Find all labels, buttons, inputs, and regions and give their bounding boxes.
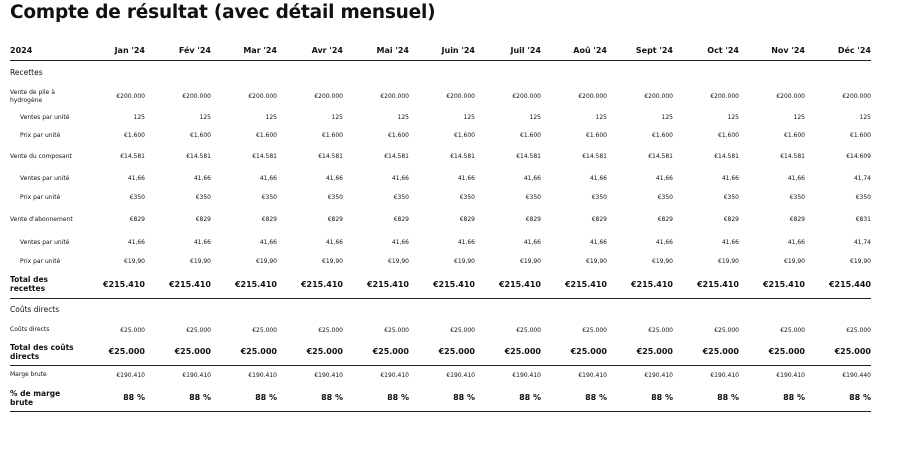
table-row	[10, 253, 871, 271]
cell-value: 41,66	[655, 239, 673, 246]
cell-value: €829	[789, 216, 805, 223]
cell-value: €350	[393, 194, 409, 201]
cell-value: 41,66	[589, 239, 607, 246]
table-body	[10, 61, 871, 412]
cell-value	[145, 299, 211, 322]
cell-value: €25.000	[409, 339, 475, 365]
cell-value: €829	[327, 216, 343, 223]
cell-value	[277, 61, 343, 85]
cell-value: 41,74	[853, 175, 871, 182]
cell-value: €215.410	[277, 271, 343, 299]
cell-value: €1.600	[388, 132, 409, 139]
cell-value: €25.000	[450, 326, 475, 334]
cell-value: €19,90	[784, 258, 805, 265]
cell-value: €25.000	[673, 339, 739, 365]
cell-value: €200.000	[842, 93, 871, 100]
cell-value: €25.000	[805, 339, 871, 365]
cell-value: €200.000	[644, 93, 673, 100]
cell-value: €25.000	[318, 326, 343, 334]
cell-value	[739, 61, 805, 85]
cell-value: 41,66	[391, 175, 409, 182]
cell-value	[541, 61, 607, 85]
cell-value: 41,66	[391, 239, 409, 246]
cell-value: €14.581	[714, 153, 739, 160]
table-row	[10, 189, 871, 207]
cell-value: €25.000	[120, 326, 145, 334]
cell-value	[409, 61, 475, 85]
table-row	[10, 207, 871, 233]
cell-value: €829	[591, 216, 607, 223]
cell-value: €215.410	[541, 271, 607, 299]
row-label: Total des recettes	[10, 271, 80, 299]
cell-value: €190.410	[578, 371, 607, 379]
cell-value: €1.600	[520, 132, 541, 139]
cell-value: €25.000	[475, 339, 541, 365]
cell-value: €25.000	[780, 326, 805, 334]
page-title: Compte de résultat (avec détail mensuel)	[10, 2, 436, 23]
cell-value	[673, 299, 739, 322]
month-header: Oct '24	[673, 40, 739, 61]
cell-value: €350	[261, 194, 277, 201]
cell-value: €19,90	[850, 258, 871, 265]
cell-value: 88 %	[80, 385, 145, 411]
cell-value: €190.410	[248, 371, 277, 379]
cell-value: €190.410	[644, 371, 673, 379]
cell-value: €190.410	[710, 371, 739, 379]
cell-value	[673, 61, 739, 85]
cell-value: 88 %	[211, 385, 277, 411]
cell-value: €200.000	[446, 93, 475, 100]
cell-value: €25.000	[252, 326, 277, 334]
cell-value: 88 %	[541, 385, 607, 411]
cell-value: €25.000	[343, 339, 409, 365]
cell-value	[607, 299, 673, 322]
cell-value: €215.410	[211, 271, 277, 299]
cell-value: €200.000	[512, 93, 541, 100]
cell-value: 125	[859, 114, 871, 121]
cell-value: €829	[261, 216, 277, 223]
cell-value: 41,66	[787, 239, 805, 246]
total-row	[10, 271, 871, 299]
cell-value: €350	[723, 194, 739, 201]
cell-value: 41,66	[325, 239, 343, 246]
cell-value: €190.410	[776, 371, 805, 379]
cell-value: €829	[459, 216, 475, 223]
cell-value: €190.410	[512, 371, 541, 379]
cell-value: €1.600	[256, 132, 277, 139]
cell-value: €350	[855, 194, 871, 201]
month-header: Sept '24	[607, 40, 673, 61]
cell-value: 41,66	[325, 175, 343, 182]
cell-value: €14.581	[582, 153, 607, 160]
cell-value: €350	[327, 194, 343, 201]
cell-value: €215.440	[805, 271, 871, 299]
month-header: Fév '24	[145, 40, 211, 61]
month-header: Nov '24	[739, 40, 805, 61]
cell-value: €14.581	[450, 153, 475, 160]
row-label: Coûts directs	[10, 305, 60, 314]
cell-value: €190.410	[380, 371, 409, 379]
cell-value: €350	[195, 194, 211, 201]
cell-value: €25.000	[384, 326, 409, 334]
table-row	[10, 365, 871, 385]
cell-value: €14.609	[846, 153, 871, 160]
cell-value: €350	[591, 194, 607, 201]
cell-value: 125	[727, 114, 739, 121]
cell-value: 41,66	[589, 175, 607, 182]
cell-value: 41,66	[523, 175, 541, 182]
cell-value: 41,66	[127, 175, 145, 182]
cell-value: €200.000	[578, 93, 607, 100]
row-label: Ventes par unité	[20, 238, 70, 246]
table-row	[10, 321, 871, 339]
cell-value: €25.000	[582, 326, 607, 334]
cell-value: €200.000	[380, 93, 409, 100]
row-label: Vente du composant	[10, 152, 72, 160]
cell-value: €829	[195, 216, 211, 223]
total-row	[10, 385, 871, 411]
cell-value: 88 %	[409, 385, 475, 411]
cell-value: €14.581	[780, 153, 805, 160]
cell-value: €215.410	[673, 271, 739, 299]
cell-value: €200.000	[248, 93, 277, 100]
cell-value: 41,74	[853, 239, 871, 246]
cell-value: 125	[661, 114, 673, 121]
cell-value: €19,90	[586, 258, 607, 265]
month-header: Aoû '24	[541, 40, 607, 61]
cell-value: €1.600	[124, 132, 145, 139]
cell-value: €215.410	[343, 271, 409, 299]
table-row	[10, 145, 871, 169]
cell-value	[211, 61, 277, 85]
cell-value: 88 %	[673, 385, 739, 411]
cell-value: 125	[199, 114, 211, 121]
row-label: Marge brute	[10, 371, 47, 379]
cell-value: €1.600	[718, 132, 739, 139]
cell-value: 41,66	[655, 175, 673, 182]
year-header: 2024	[10, 40, 80, 61]
cell-value: €200.000	[182, 93, 211, 100]
row-label: Prix par unité	[20, 193, 61, 201]
cell-value: €190.410	[182, 371, 211, 379]
cell-value	[80, 61, 145, 85]
month-header: Juin '24	[409, 40, 475, 61]
header-row	[10, 40, 871, 61]
row-label: Prix par unité	[20, 257, 61, 265]
cell-value	[541, 299, 607, 322]
cell-value: €200.000	[116, 93, 145, 100]
cell-value: €19,90	[718, 258, 739, 265]
month-header: Jan '24	[80, 40, 145, 61]
cell-value	[805, 299, 871, 322]
cell-value	[739, 299, 805, 322]
cell-value: €19,90	[190, 258, 211, 265]
cell-value	[475, 61, 541, 85]
table-row	[10, 127, 871, 145]
cell-value	[475, 299, 541, 322]
cell-value: 125	[265, 114, 277, 121]
cell-value: €1.600	[190, 132, 211, 139]
cell-value: 125	[529, 114, 541, 121]
row-label: Coûts directs	[10, 326, 50, 333]
cell-value: 41,66	[259, 239, 277, 246]
cell-value: 88 %	[739, 385, 805, 411]
cell-value: €14.581	[384, 153, 409, 160]
cell-value: €25.000	[607, 339, 673, 365]
cell-value: €215.410	[409, 271, 475, 299]
cell-value: €1.600	[652, 132, 673, 139]
cell-value: €25.000	[846, 326, 871, 334]
cell-value	[80, 299, 145, 322]
cell-value: €215.410	[145, 271, 211, 299]
cell-value: 125	[133, 114, 145, 121]
cell-value: 41,66	[721, 175, 739, 182]
table-row	[10, 109, 871, 127]
cell-value: €200.000	[776, 93, 805, 100]
cell-value: 41,66	[193, 175, 211, 182]
cell-value: €215.410	[739, 271, 805, 299]
cell-value: €25.000	[145, 339, 211, 365]
month-header: Mar '24	[211, 40, 277, 61]
cell-value: 88 %	[475, 385, 541, 411]
cell-value: €19,90	[454, 258, 475, 265]
cell-value: 41,66	[127, 239, 145, 246]
cell-value: €200.000	[710, 93, 739, 100]
cell-value: 41,66	[457, 175, 475, 182]
cell-value: €350	[129, 194, 145, 201]
cell-value: 41,66	[523, 239, 541, 246]
cell-value: €25.000	[186, 326, 211, 334]
cell-value: €14.581	[318, 153, 343, 160]
cell-value: 41,66	[721, 239, 739, 246]
month-header: Avr '24	[277, 40, 343, 61]
cell-value: €19,90	[124, 258, 145, 265]
cell-value	[277, 299, 343, 322]
cell-value: 41,66	[457, 239, 475, 246]
cell-value: €215.410	[80, 271, 145, 299]
cell-value: 125	[397, 114, 409, 121]
month-header: Déc '24	[805, 40, 871, 61]
cell-value: 125	[463, 114, 475, 121]
cell-value: €14.581	[252, 153, 277, 160]
cell-value: €200.000	[314, 93, 343, 100]
cell-value: 88 %	[343, 385, 409, 411]
cell-value: 125	[793, 114, 805, 121]
cell-value: 41,66	[787, 175, 805, 182]
cell-value: €350	[657, 194, 673, 201]
cell-value: €215.410	[607, 271, 673, 299]
row-label: Ventes par unité	[20, 113, 70, 121]
cell-value: €829	[393, 216, 409, 223]
cell-value: €215.410	[475, 271, 541, 299]
cell-value	[805, 61, 871, 85]
cell-value: €350	[459, 194, 475, 201]
cell-value: €829	[129, 216, 145, 223]
cell-value: 41,66	[259, 175, 277, 182]
section-row	[10, 61, 871, 85]
cell-value: €19,90	[256, 258, 277, 265]
row-label: Prix par unité	[20, 131, 61, 139]
cell-value: 88 %	[805, 385, 871, 411]
cell-value: €25.000	[541, 339, 607, 365]
cell-value: €1.600	[784, 132, 805, 139]
cell-value: €14.581	[120, 153, 145, 160]
cell-value: €190.410	[446, 371, 475, 379]
cell-value: €25.000	[211, 339, 277, 365]
row-label: Total des coûts directs	[10, 339, 80, 365]
row-label: Recettes	[10, 67, 43, 77]
cell-value	[145, 61, 211, 85]
cell-value	[343, 61, 409, 85]
table-row	[10, 169, 871, 189]
cell-value: €829	[525, 216, 541, 223]
cell-value: €25.000	[277, 339, 343, 365]
total-row	[10, 339, 871, 365]
cell-value: 125	[595, 114, 607, 121]
section-row	[10, 299, 871, 322]
row-label: Vente de pile à hydrogène	[10, 88, 55, 104]
cell-value: 88 %	[607, 385, 673, 411]
cell-value: €25.000	[739, 339, 805, 365]
cell-value: €350	[525, 194, 541, 201]
cell-value: €1.600	[850, 132, 871, 139]
cell-value: €190.410	[314, 371, 343, 379]
cell-value	[607, 61, 673, 85]
cell-value	[343, 299, 409, 322]
table-row	[10, 233, 871, 253]
cell-value: €1.600	[586, 132, 607, 139]
cell-value: €829	[657, 216, 673, 223]
cell-value: €19,90	[322, 258, 343, 265]
cell-value: €14.581	[648, 153, 673, 160]
row-label: Vente d'abonnement	[10, 215, 73, 223]
cell-value: €190.410	[116, 371, 145, 379]
row-label: Ventes par unité	[20, 174, 70, 182]
row-label: % de marge brute	[10, 385, 80, 411]
month-header: Juil '24	[475, 40, 541, 61]
cell-value: €350	[789, 194, 805, 201]
cell-value: 125	[331, 114, 343, 121]
cell-value: €1.600	[454, 132, 475, 139]
cell-value: €25.000	[714, 326, 739, 334]
cell-value: 88 %	[145, 385, 211, 411]
cell-value: €190.440	[842, 371, 871, 379]
cell-value: €25.000	[516, 326, 541, 334]
cell-value: €14.581	[186, 153, 211, 160]
cell-value: 41,66	[193, 239, 211, 246]
month-header: Mai '24	[343, 40, 409, 61]
cell-value: €25.000	[80, 339, 145, 365]
cell-value: €19,90	[652, 258, 673, 265]
cell-value: €829	[723, 216, 739, 223]
cell-value	[211, 299, 277, 322]
cell-value: €19,90	[388, 258, 409, 265]
cell-value: 88 %	[277, 385, 343, 411]
table-row	[10, 85, 871, 109]
cell-value: €831	[855, 216, 871, 223]
income-statement-table	[10, 40, 871, 412]
cell-value: €19,90	[520, 258, 541, 265]
cell-value: €25.000	[648, 326, 673, 334]
cell-value	[409, 299, 475, 322]
cell-value: €14.581	[516, 153, 541, 160]
cell-value: €1.600	[322, 132, 343, 139]
